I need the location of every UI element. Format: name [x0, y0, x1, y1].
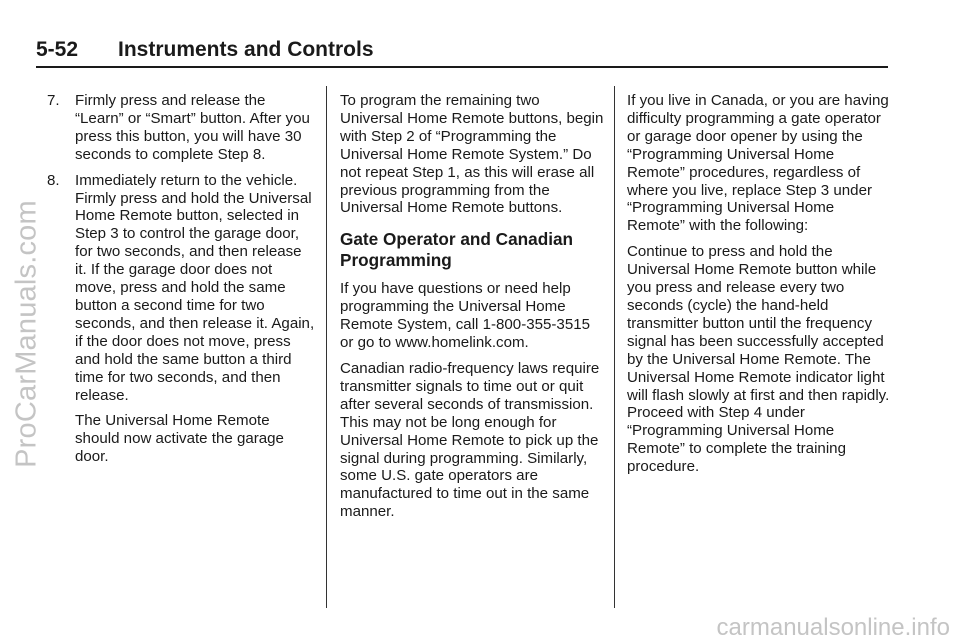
step-7	[47, 92, 315, 164]
procedure-paragraph: Continue to press and hold the Universal Home Remote button while you press and release every two seconds (cycle) the hand-held transmitter button until the frequency signal has been successfully accepted by the Universal Home Remote. The Universal Home Remote indicator light will flash slowly at first and then rapidly. Proceed with Step 4 under “Programming Universal Home Remote” to complete the training procedure.	[627, 243, 890, 476]
watermark-left-text: ProCarManuals.com	[10, 200, 43, 468]
column-divider	[614, 86, 615, 608]
column-divider	[326, 86, 327, 608]
intro-paragraph: To program the remaining two Universal Home Remote buttons, begin with Step 2 of “Programming the Universal Home Remote System.” Do not repeat Step 1, as this will erase all previous programming from the Universal Home Remote buttons.	[340, 92, 604, 217]
watermark-bottom: carmanualsonline.info	[716, 614, 950, 641]
watermark-vertical	[4, 34, 50, 634]
page-header	[36, 38, 888, 68]
column-middle	[340, 92, 605, 529]
column-right	[627, 92, 892, 484]
step-8-note: The Universal Home Remote should now activate the garage door.	[75, 412, 284, 466]
step-text: Immediately return to the vehicle. Firmly press and hold the Universal Home Remote button, selected in Step 3 to control the garage door, for two seconds, and then release it. If the garage door does not move, press and hold the same button a second time for two seconds, and then release it. Again, if the door does not move, press and hold the same button a third time for two seconds, and then release.	[75, 171, 315, 404]
step-8	[47, 172, 315, 405]
section-heading: Gate Operator and Canadian Programming	[340, 229, 574, 271]
page-number: 5-52	[36, 38, 79, 61]
step-text: Firmly press and release the “Learn” or “Smart” button. After you press this button, you will have 30 seconds to complete Step 8.	[75, 92, 310, 163]
column-left	[47, 92, 315, 474]
help-paragraph: If you have questions or need help programming the Universal Home Remote System, call 1-800-355-3515 or go to www.homelink.com.	[340, 280, 591, 352]
canadian-laws-paragraph: Canadian radio-frequency laws require transmitter signals to time out or quit after several seconds of transmission. This may not be long enough for Universal Home Remote to pick up the signal during programming. Similarly, some U.S. gate operators are manufactured to time out in the same manner.	[340, 359, 600, 521]
step-number: 8.	[47, 171, 60, 189]
step-number: 7.	[47, 92, 60, 109]
canada-paragraph: If you live in Canada, or you are having difficulty programming a gate operator or garage door opener by using the “Programming Universal Home Remote” procedures, regardless of where you live, replace Step 3 under “Programming Universal Home Remote” with the following:	[627, 92, 889, 235]
section-title: Instruments and Controls	[118, 38, 374, 61]
